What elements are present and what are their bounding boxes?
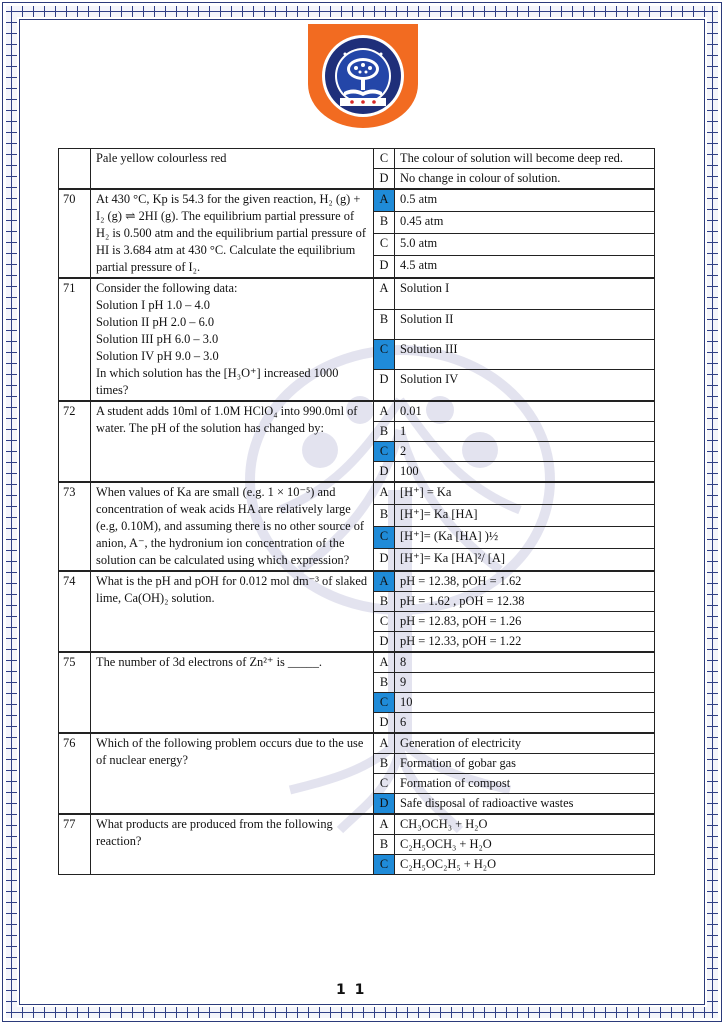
option-letter: D	[374, 255, 395, 278]
question-number: 76	[59, 733, 91, 814]
option-text: Formation of gobar gas	[395, 754, 655, 774]
table-row	[59, 401, 655, 422]
option-text: 10	[395, 693, 655, 713]
option-letter: D	[374, 713, 395, 734]
question-number: 70	[59, 189, 91, 278]
question-text: At 430 °C, Kp is 54.3 for the given reaction, H₂ (g) + I₂ (g) ⇌ 2HI (g). The equilibrium partial pressure of H₂ is 0.500 atm and the equilibrium partial pressure of HI is 3.684 atm at 430 °C. Calculate the equilibrium partial pressure of I₂.	[91, 189, 374, 278]
option-letter: A	[374, 652, 395, 673]
correct-option-letter: C	[374, 855, 395, 875]
option-letter: B	[374, 505, 395, 527]
option-letter: B	[374, 212, 395, 234]
option-text: pH = 12.38, pOH = 1.62	[395, 571, 655, 592]
option-letter: B	[374, 835, 395, 855]
question-text: What products are produced from the following reaction?	[91, 814, 374, 875]
option-text: 1	[395, 422, 655, 442]
correct-option-letter: C	[374, 693, 395, 713]
option-letter: D	[374, 370, 395, 401]
correct-option-letter: C	[374, 526, 395, 548]
table-row	[59, 814, 655, 835]
table-row	[59, 149, 655, 169]
question-number	[59, 149, 91, 190]
option-text: [H⁺]= Ka [HA]	[395, 505, 655, 527]
question-table	[58, 148, 655, 875]
option-text: 100	[395, 462, 655, 483]
option-letter: D	[374, 169, 395, 190]
question-text: When values of Ka are small (e.g. 1 × 10⁻⁵) and concentration of weak acids HA are relatively large (e.g, 0.10M), and assuming there is no other source of anion, A⁻, the hydronium ion concentration of the solution can be calculated using which expression?	[91, 482, 374, 571]
option-letter: C	[374, 149, 395, 169]
option-text: 9	[395, 673, 655, 693]
option-text: Formation of compost	[395, 774, 655, 794]
option-text: The colour of solution will become deep red.	[395, 149, 655, 169]
option-text: pH = 12.83, pOH = 1.26	[395, 612, 655, 632]
option-letter: D	[374, 462, 395, 483]
question-number: 75	[59, 652, 91, 733]
question-text: Which of the following problem occurs due to the use of nuclear energy?	[91, 733, 374, 814]
option-text: [H⁺]= Ka [HA]²/ [A]	[395, 548, 655, 571]
option-letter: D	[374, 548, 395, 571]
question-text: What is the pH and pOH for 0.012 mol dm⁻³ of slaked lime, Ca(OH)₂ solution.	[91, 571, 374, 652]
option-text: Solution I	[395, 278, 655, 309]
table-row	[59, 733, 655, 754]
option-text: Safe disposal of radioactive wastes	[395, 794, 655, 815]
ornamental-border-right	[707, 6, 718, 1018]
correct-option-letter: A	[374, 189, 395, 212]
option-letter: D	[374, 632, 395, 653]
question-text: A student adds 10ml of 1.0M HClO₄ into 990.0ml of water. The pH of the solution has changed by:	[91, 401, 374, 482]
option-text: 0.01	[395, 401, 655, 422]
option-text: pH = 1.62 , pOH = 12.38	[395, 592, 655, 612]
option-text: 0.45 atm	[395, 212, 655, 234]
option-letter: B	[374, 754, 395, 774]
option-text: C₂H₅OC₂H₅ + H₂O	[395, 855, 655, 875]
option-text: 0.5 atm	[395, 189, 655, 212]
page-number: 1 1	[336, 982, 367, 998]
option-text: [H⁺]= (Ka [HA] )½	[395, 526, 655, 548]
option-letter: A	[374, 278, 395, 309]
option-text: 4.5 atm	[395, 255, 655, 278]
question-number: 77	[59, 814, 91, 875]
option-letter: B	[374, 592, 395, 612]
option-letter: B	[374, 673, 395, 693]
option-text: [H⁺] = Ka	[395, 482, 655, 505]
question-number: 73	[59, 482, 91, 571]
question-number: 72	[59, 401, 91, 482]
option-text: CH₃OCH₃ + H₂O	[395, 814, 655, 835]
correct-option-letter: C	[374, 339, 395, 369]
option-text: 5.0 atm	[395, 233, 655, 255]
option-letter: A	[374, 814, 395, 835]
option-letter: C	[374, 774, 395, 794]
correct-option-letter: A	[374, 571, 395, 592]
question-text: Consider the following data: Solution I pH 1.0 – 4.0 Solution II pH 2.0 – 6.0 Solution III pH 6.0 – 3.0 Solution IV pH 9.0 – 3.0 In which solution has the [H₃O⁺] increased 1000 times?	[91, 278, 374, 401]
option-letter: B	[374, 422, 395, 442]
option-letter: A	[374, 482, 395, 505]
correct-option-letter: C	[374, 442, 395, 462]
option-text: 2	[395, 442, 655, 462]
option-letter: C	[374, 612, 395, 632]
option-text: Solution III	[395, 339, 655, 369]
school-logo	[308, 24, 418, 128]
option-text: Generation of electricity	[395, 733, 655, 754]
question-text: Pale yellow colourless red	[91, 149, 374, 190]
question-number: 74	[59, 571, 91, 652]
option-text: 6	[395, 713, 655, 734]
option-letter: C	[374, 233, 395, 255]
option-letter: A	[374, 401, 395, 422]
table-row	[59, 652, 655, 673]
table-row	[59, 278, 655, 309]
question-number: 71	[59, 278, 91, 401]
question-text: The number of 3d electrons of Zn²⁺ is _____.	[91, 652, 374, 733]
ornamental-border-bottom	[6, 1007, 718, 1018]
option-text: Solution II	[395, 309, 655, 339]
option-text: C₂H₅OCH₃ + H₂O	[395, 835, 655, 855]
ornamental-border-top	[6, 6, 718, 17]
option-text: Solution IV	[395, 370, 655, 401]
option-letter: B	[374, 309, 395, 339]
option-letter: A	[374, 733, 395, 754]
option-text: No change in colour of solution.	[395, 169, 655, 190]
ornamental-border-left	[6, 6, 17, 1018]
option-text: 8	[395, 652, 655, 673]
table-row	[59, 482, 655, 505]
table-row	[59, 571, 655, 592]
table-row	[59, 189, 655, 212]
option-text: pH = 12.33, pOH = 1.22	[395, 632, 655, 653]
correct-option-letter: D	[374, 794, 395, 815]
